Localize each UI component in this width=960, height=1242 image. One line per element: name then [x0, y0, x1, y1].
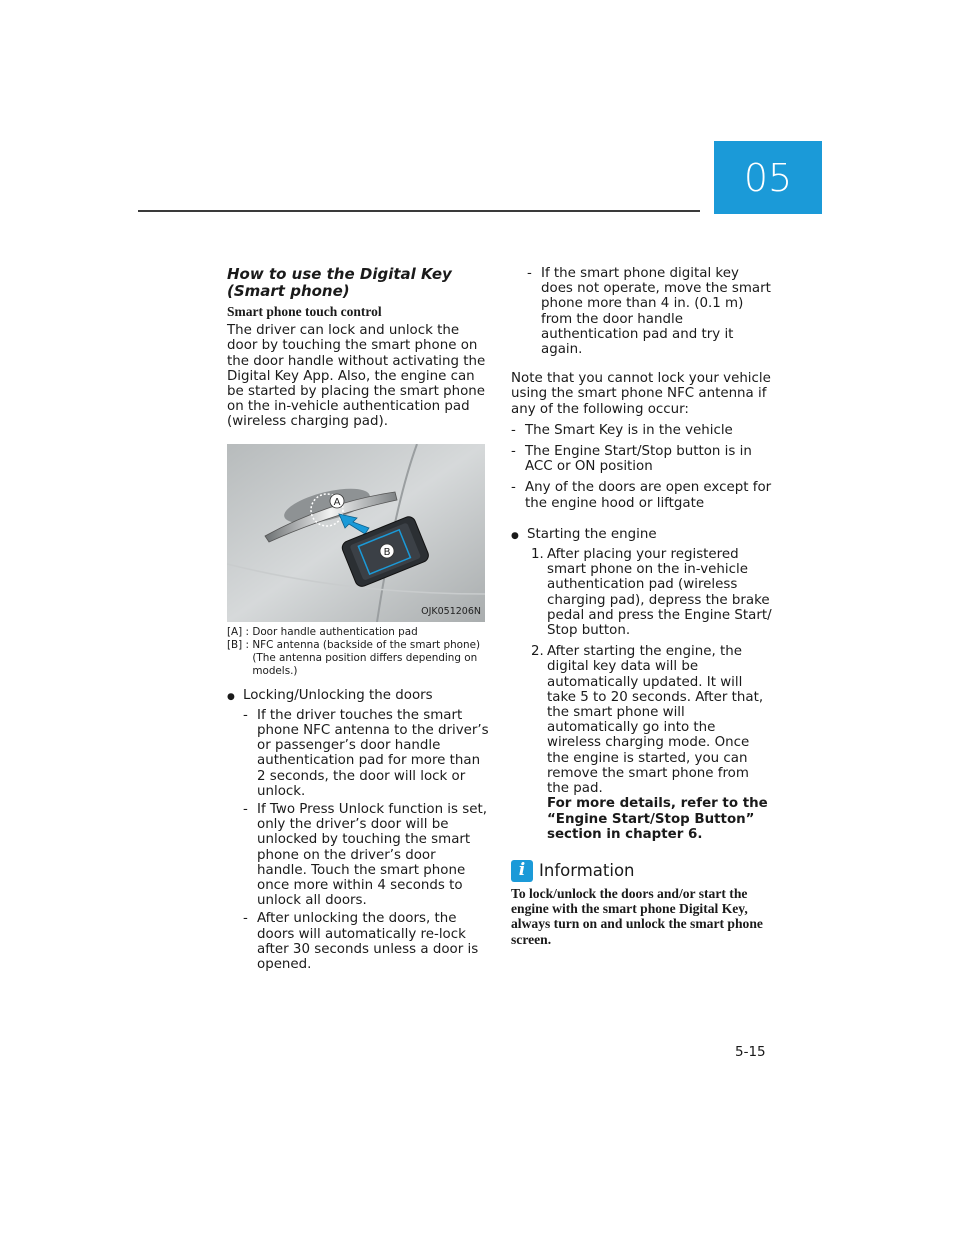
dash-icon: - — [527, 266, 532, 281]
step-reference: For more details, refer to the “Engine Start/Stop Button” section in chapter 6. — [547, 796, 768, 842]
list-item-text: If Two Press Unlock function is set, only the driver’s door will be unlocked by touching the smart phone on the driver’s door handle. Touch the smart phone once more within 4 seconds to unlock all doors. — [257, 802, 487, 909]
list-item-text: The Smart Key is in the vehicle — [525, 422, 733, 438]
bullet-icon: ● — [227, 691, 235, 702]
step-number: 2. — [531, 644, 544, 660]
information-text: To lock/unlock the doors and/or start the engine with the smart phone Digital Key, always turn on and unlock the smart phone screen. — [511, 885, 763, 947]
list-item-text: The Engine Start/Stop button is in ACC or ON position — [525, 444, 752, 475]
list-item-text: After unlocking the doors, the doors will automatically re-lock after 30 seconds unless a door is opened. — [257, 911, 479, 973]
step-body — [547, 644, 773, 842]
chapter-tab — [714, 141, 822, 214]
list-item — [511, 480, 773, 510]
dash-icon: - — [243, 802, 248, 818]
dash-icon: - — [511, 480, 516, 496]
right-column — [511, 266, 773, 947]
caption-text: NFC antenna (backside of the smart phone) (The antenna position differs depending on models.) — [252, 638, 481, 677]
list-item-text: If the driver touches the smart phone NFC antenna to the driver’s or passenger’s door handle authentication pad for more than 2 seconds, the door will lock or unlock. — [257, 707, 489, 799]
bullet-text: Locking/Unlocking the doors — [243, 687, 433, 703]
info-icon: i — [511, 860, 533, 882]
list-item — [511, 444, 773, 474]
subsection-title: Smart phone touch control — [227, 304, 382, 319]
figure-code: OJK051206N — [421, 606, 481, 618]
list-item — [243, 708, 489, 799]
door-handle-illustration — [227, 444, 485, 622]
bullet-item — [227, 688, 489, 705]
information-header — [511, 860, 773, 882]
caption-text: Door handle authentication pad — [252, 625, 418, 638]
label-b: B — [383, 546, 391, 558]
page-number: 5-15 — [735, 1044, 766, 1060]
bullet-icon: ● — [511, 530, 519, 541]
list-item — [527, 266, 773, 357]
dash-list-top — [511, 266, 773, 357]
dash-icon: - — [511, 444, 516, 460]
list-item — [243, 911, 489, 972]
step-text: After starting the engine, the digital key data will be automatically updated. It will take 5 to 20 seconds. After that, the smart phone will automatically go into the wireless charging mode. Once the engine is started, you can remove the smart phone from the pad. — [547, 644, 764, 797]
dash-icon: - — [243, 911, 248, 927]
step-number: 1. — [531, 547, 544, 563]
caption-row — [227, 626, 489, 639]
dash-icon: - — [243, 707, 248, 723]
step-item — [511, 644, 773, 842]
car-body — [227, 444, 485, 622]
section-title: How to use the Digital Key (Smart phone) — [227, 265, 452, 300]
list-item-text: If the smart phone digital key does not operate, move the smart phone more than 4 in. (0.1 m) from the door handle authentication pad and try it again. — [541, 266, 771, 358]
list-item — [243, 802, 489, 908]
figure-captions — [227, 626, 489, 678]
note-paragraph: Note that you cannot lock your vehicle using the smart phone NFC antenna if any of the following occur: — [511, 371, 771, 417]
door-handle-figure — [227, 444, 485, 622]
caption-key: [A] : — [227, 625, 253, 638]
label-a: A — [333, 496, 341, 508]
left-column — [227, 266, 489, 972]
caption-key: [B] : — [227, 638, 253, 651]
step-text: After placing your registered smart phone on the in-vehicle authentication pad (wireless charging pad), depress the brake pedal and press the Engine Start/ Stop button. — [547, 547, 772, 639]
information-title: Information — [539, 861, 635, 881]
chapter-number: 05 — [743, 155, 793, 200]
note-list — [511, 423, 773, 511]
header-rule — [138, 210, 700, 212]
dash-icon: - — [511, 422, 516, 438]
dash-list — [227, 708, 489, 972]
step-item — [511, 547, 773, 638]
bullet-item — [511, 527, 773, 544]
caption-row — [227, 639, 489, 678]
list-item-text: Any of the doors are open except for the engine hood or liftgate — [525, 480, 772, 511]
list-item — [511, 423, 773, 438]
bullet-text: Starting the engine — [527, 526, 657, 542]
intro-paragraph: The driver can lock and unlock the door by touching the smart phone on the door handle without activating the Digital Key App. Also, the engine can be started by placing the smart phone on the in-vehicle authentication pad (wireless charging pad). — [227, 323, 486, 430]
